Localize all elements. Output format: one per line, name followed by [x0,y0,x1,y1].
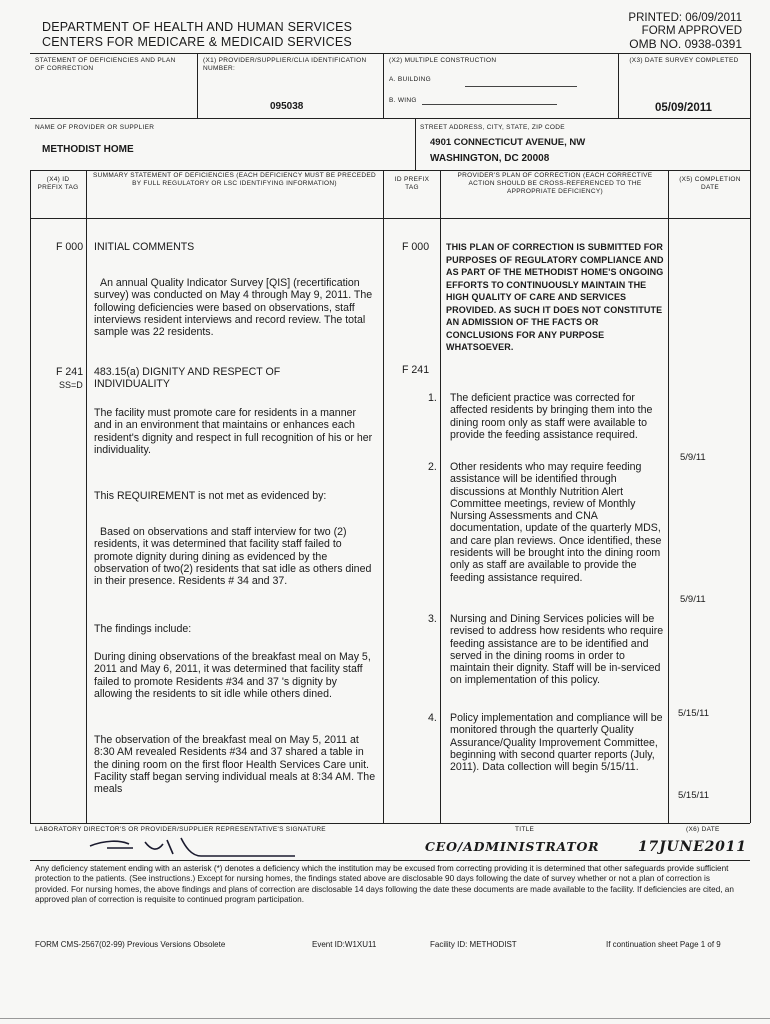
tag-f241-left: F 241 [56,366,84,378]
dining-observation: During dining observations of the breakfast meal on May 5, 2011 and May 6, 2011, it was determined that facility staff failed to promote Residents #34 and 37 's dignity by allowing the residents to sit idle while others dined. [94,651,371,700]
finding-summary: Based on observations and staff interview for two (2) residents, it was determined that facility staff failed to promote dignity during dining as evidenced by the observation of two(2) residents that sat idle as others dined in their presence. Residents # 34 and 37. [94,526,372,588]
building-label: A. BUILDING [389,76,431,83]
plan-label: PROVIDER'S PLAN OF CORRECTION (EACH CORRECTIVE ACTION SHOULD BE CROSS-REFERENCED TO THE APPROPRIATE DEFICIENCY) [457,172,653,195]
f241-title: 483.15(a) DIGNITY AND RESPECT OF INDIVIDUALITY [94,366,281,391]
signer-title: CEO/ADMINISTRATOR [425,839,600,854]
date-label: (X6) DATE [686,826,720,833]
centers-name: CENTERS FOR MEDICARE & MEDICAID SERVICES [42,35,352,49]
building-line [465,86,577,87]
printed-date: PRINTED: 06/09/2011 [628,12,742,24]
event-id: Event ID:W1XU11 [312,940,377,949]
rule-provider [30,170,750,171]
x5-label: (X5) COMPLETION DATE [679,176,741,191]
vline-x1 [197,53,198,118]
plan-disclaimer: THIS PLAN OF CORRECTION IS SUBMITTED FOR PURPOSES OF REGULATORY COMPLIANCE AND AS PART OF THE METHODIST HOME'S ONGOING EFFORTS TO CONTINUOUSLY MAINTAIN THE HIGH QUALITY OF CARE AND SERVICES PROVIDED. AS SUCH IT DOES NOT CONSTITUTE AN ADMISSION OF THE FACTS OR CONCLUSIONS FOR ANY PURPOSE WHATSOEVER. [446,242,664,352]
rule-col-headers [30,218,750,219]
survey-date: 05/09/2011 [655,102,712,114]
agency-header [42,20,352,50]
vline-x2 [383,53,384,118]
item-number: 4. [428,712,437,724]
handwritten-signature [85,832,305,862]
tag-f000-right: F 000 [402,241,430,253]
title-label: TITLE [515,826,535,833]
vline-left [30,170,31,823]
signature-date: 17JUNE2011 [638,839,747,855]
summary-label: SUMMARY STATEMENT OF DEFICIENCIES (EACH DEFICIENCY MUST BE PRECEDED BY FULL REGULATORY OR LSC IDENTIFYING INFORMATION) [93,172,376,187]
vline-right [750,53,751,823]
item-text: Policy implementation and compliance will be monitored through the quarterly Quality Assurance/Quality Improvement Committee, beginning with second quarter reports (July, 2011). Data collection will begin 5/15/11. [450,712,663,774]
item-number: 3. [428,613,437,625]
page-edge [0,1018,770,1019]
item-number: 2. [428,461,437,473]
form-id: FORM CMS-2567(02-99) Previous Versions Obsolete [35,940,226,949]
x1-label: (X1) PROVIDER/SUPPLIER/CLIA IDENTIFICATION NUMBER: [203,57,367,72]
tag-f241-right: F 241 [402,364,430,376]
vline-prefix [86,170,87,823]
id-label: ID PREFIX TAG [394,176,430,191]
address-label: STREET ADDRESS, CITY, STATE, ZIP CODE [420,124,565,131]
item-text: Nursing and Dining Services policies will be revised to address how residents who require feeding assistance are to be identified and served in the dining rooms in order to maintain their dignity. Staff will be in-serviced on implementation of this policy. [450,613,664,687]
x2-label: (X2) MULTIPLE CONSTRUCTION [389,57,497,64]
provider-name: METHODIST HOME [42,144,134,155]
omb-number: OMB NO. 0938-0391 [629,37,742,51]
vline-x3 [618,53,619,118]
address-line2: WASHINGTON, DC 20008 [430,153,550,164]
form-approved: FORM APPROVED [641,25,742,37]
initial-comments-text: An annual Quality Indicator Survey [QIS] (recertification survey) was conducted on May 4 through May 9, 2011. The following deficiencies were based on observations, staff interviews resident interviews and record review. The total sample was 22 residents. [94,277,373,339]
item-text: The deficient practice was corrected for affected residents by bringing them into the dining room only as staff were available to provide the feeding assistance required. [450,392,653,441]
vline-address [415,118,416,170]
breakfast-observation: The observation of the breakfast meal on May 5, 2011 at 8:30 AM revealed Residents #34 and 37 shared a table in the dining room on the first floor Health Services Care unit. Facility staff began serving individual meals at 8:34 AM. The meals [94,734,376,796]
provider-label: NAME OF PROVIDER OR SUPPLIER [35,124,155,131]
wing-label: B. WING [389,97,417,104]
vline-completion [668,170,669,823]
vline-id [440,170,441,823]
print-info [628,12,742,51]
item-date: 5/15/11 [678,708,709,719]
item-number: 1. [428,392,437,404]
x3-label: (X3) DATE SURVEY COMPLETED [629,57,739,64]
address-line1: 4901 CONNECTICUT AVENUE, NW [430,137,586,148]
regulation-text: The facility must promote care for residents in a manner and in an environment that maintains or enhances each resident's dignity and respect in full recognition of his or her individuality. [94,407,373,456]
rule-top [30,53,750,54]
scope-severity: SS=D [59,380,83,390]
rule-info [30,118,750,119]
initial-comments-title: INITIAL COMMENTS [94,241,195,253]
facility-id: Facility ID: METHODIST [430,940,517,949]
item-date: 5/9/11 [680,452,706,463]
signature-label: LABORATORY DIRECTOR'S OR PROVIDER/SUPPLIER REPRESENTATIVE'S SIGNATURE [35,826,326,833]
statement-label: STATEMENT OF DEFICIENCIES AND PLAN OF CORRECTION [35,57,176,72]
findings-include: The findings include: [94,623,192,635]
x4-label: (X4) ID PREFIX TAG [37,176,79,191]
item-date: 5/9/11 [680,594,706,605]
requirement-statement: This REQUIREMENT is not met as evidenced by: [94,490,327,502]
wing-line [422,104,557,105]
item-text: Other residents who may require feeding assistance will be identified through discussions at Monthly Nutrition Alert Committee meetings, review of Monthly Nursing Assessments and CNA documentation, update of the quarterly MDS, and care plan reviews. Once identified, these residents will be brought into the dining room only as staff are available to provide the feeding assistance required. [450,461,662,584]
vline-mid [383,170,384,823]
tag-f000-left: F 000 [56,241,84,253]
provider-id: 095038 [270,101,304,112]
item-date: 5/15/11 [678,790,709,801]
page-indicator: If continuation sheet Page 1 of 9 [606,940,721,949]
department-name: DEPARTMENT OF HEALTH AND HUMAN SERVICES [42,20,353,34]
disclosure-footnote: Any deficiency statement ending with an asterisk (*) denotes a deficiency which the institution may be excused from correcting providing it is determined that other safeguards provide sufficient protection to the patients. (See instructions.) Except for nursing homes, the findings stated above are disclosable 90 days following the date of survey whether or not a plan of correction is provided. For nursing homes, the above findings and plans of correction are disclosable 14 days following the date these documents are made available to the facility. If deficiencies are cited, an approved plan of correction is requisite to continued program participation. [35,864,734,904]
rule-body-bottom [30,823,750,824]
